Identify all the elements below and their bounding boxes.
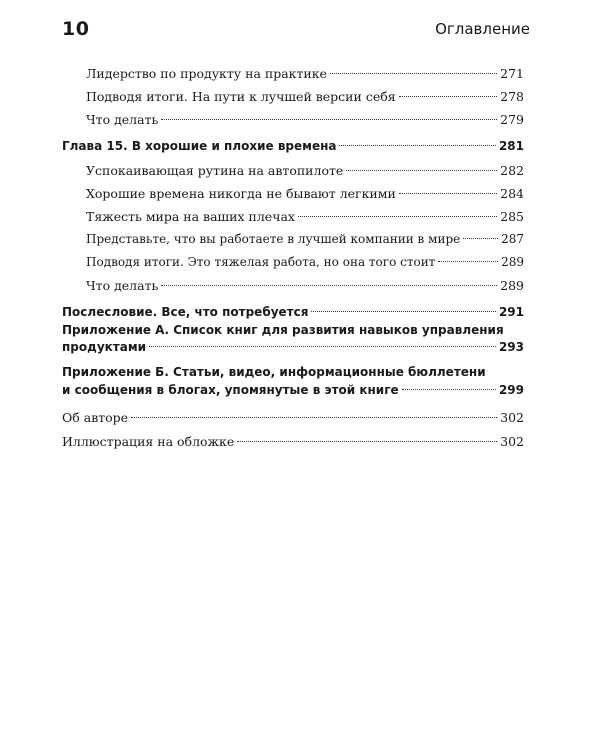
toc-entry-page: 279 <box>500 112 524 127</box>
dot-leader <box>237 441 497 442</box>
toc-chapter[interactable] <box>62 340 524 360</box>
page-number: 10 <box>62 18 90 40</box>
dot-leader <box>463 238 498 239</box>
dot-leader <box>339 145 495 146</box>
toc-entry-page: 302 <box>500 410 524 425</box>
toc-entry-title: Представьте, что вы работаете в лучшей компании в мире <box>86 232 461 246</box>
toc-entry-page: 278 <box>500 89 524 104</box>
toc-chapter-title-line1[interactable]: Приложение Б. Статьи, видео, информационные бюллетени <box>62 365 486 379</box>
toc-chapter-title: Послесловие. Все, что потребуется <box>62 305 309 319</box>
toc-chapter-title-line1[interactable]: Приложение А. Список книг для развития навыков управления <box>62 323 504 337</box>
dot-leader <box>161 285 497 286</box>
toc-entry[interactable] <box>86 278 524 298</box>
toc-entry-page: 271 <box>500 66 524 81</box>
dot-leader <box>399 193 497 194</box>
toc-entry-title: Подводя итоги. Это тяжелая работа, но она того стоит <box>86 255 436 269</box>
toc-entry[interactable] <box>86 89 524 109</box>
dot-leader <box>402 389 496 390</box>
toc-entry-title: Тяжесть мира на ваших плечах <box>86 209 295 224</box>
toc-entry-title: Об авторе <box>62 410 129 425</box>
toc-entry[interactable] <box>86 209 524 229</box>
toc-entry-page: 289 <box>500 278 524 293</box>
dot-leader <box>346 170 497 171</box>
dot-leader <box>399 96 498 97</box>
toc-chapter[interactable] <box>62 383 524 403</box>
toc-entry[interactable] <box>62 434 524 454</box>
toc-chapter[interactable] <box>62 139 524 159</box>
toc-entry-title: Что делать <box>86 112 159 127</box>
dot-leader <box>311 311 496 312</box>
toc-chapter[interactable] <box>62 305 524 325</box>
toc-entry-title: Подводя итоги. На пути к лучшей версии себя <box>86 89 396 104</box>
toc-entry-title: Иллюстрация на обложке <box>62 434 235 449</box>
toc-entry[interactable] <box>86 232 524 252</box>
toc-chapter-page: 281 <box>498 139 524 153</box>
toc-chapter-title-line2: продуктами <box>62 340 147 354</box>
dot-leader <box>149 346 496 347</box>
toc-entry[interactable] <box>86 112 524 132</box>
toc-chapter-title: Глава 15. В хорошие и плохие времена <box>62 139 337 153</box>
toc-entry-page: 289 <box>501 255 524 269</box>
dot-leader <box>131 417 497 418</box>
toc-entry-page: 302 <box>500 434 524 449</box>
toc-entry-page: 287 <box>501 232 524 246</box>
dot-leader <box>438 261 498 262</box>
toc-entry-title: Лидерство по продукту на практике <box>86 66 327 81</box>
toc-entry[interactable] <box>86 186 524 206</box>
toc-entry[interactable] <box>62 410 524 430</box>
toc-entry-page: 284 <box>500 186 524 201</box>
toc-entry[interactable] <box>86 66 524 86</box>
toc-entry-title: Хорошие времена никогда не бывают легкими <box>86 186 396 201</box>
toc-chapter-page: 291 <box>498 305 524 319</box>
dot-leader <box>330 73 497 74</box>
toc-entry-title: Успокаивающая рутина на автопилоте <box>86 163 344 178</box>
dot-leader <box>161 119 497 120</box>
toc-entry[interactable] <box>86 255 524 275</box>
toc-entry-page: 285 <box>500 209 524 224</box>
toc-chapter-page: 299 <box>498 383 524 397</box>
running-head: Оглавление <box>435 20 530 38</box>
dot-leader <box>298 216 497 217</box>
toc-entry-title: Что делать <box>86 278 159 293</box>
toc-entry[interactable] <box>86 163 524 183</box>
toc-chapter-title-line2: и сообщения в блогах, упомянутые в этой книге <box>62 383 399 397</box>
toc-entry-page: 282 <box>500 163 524 178</box>
toc-chapter-page: 293 <box>498 340 524 354</box>
